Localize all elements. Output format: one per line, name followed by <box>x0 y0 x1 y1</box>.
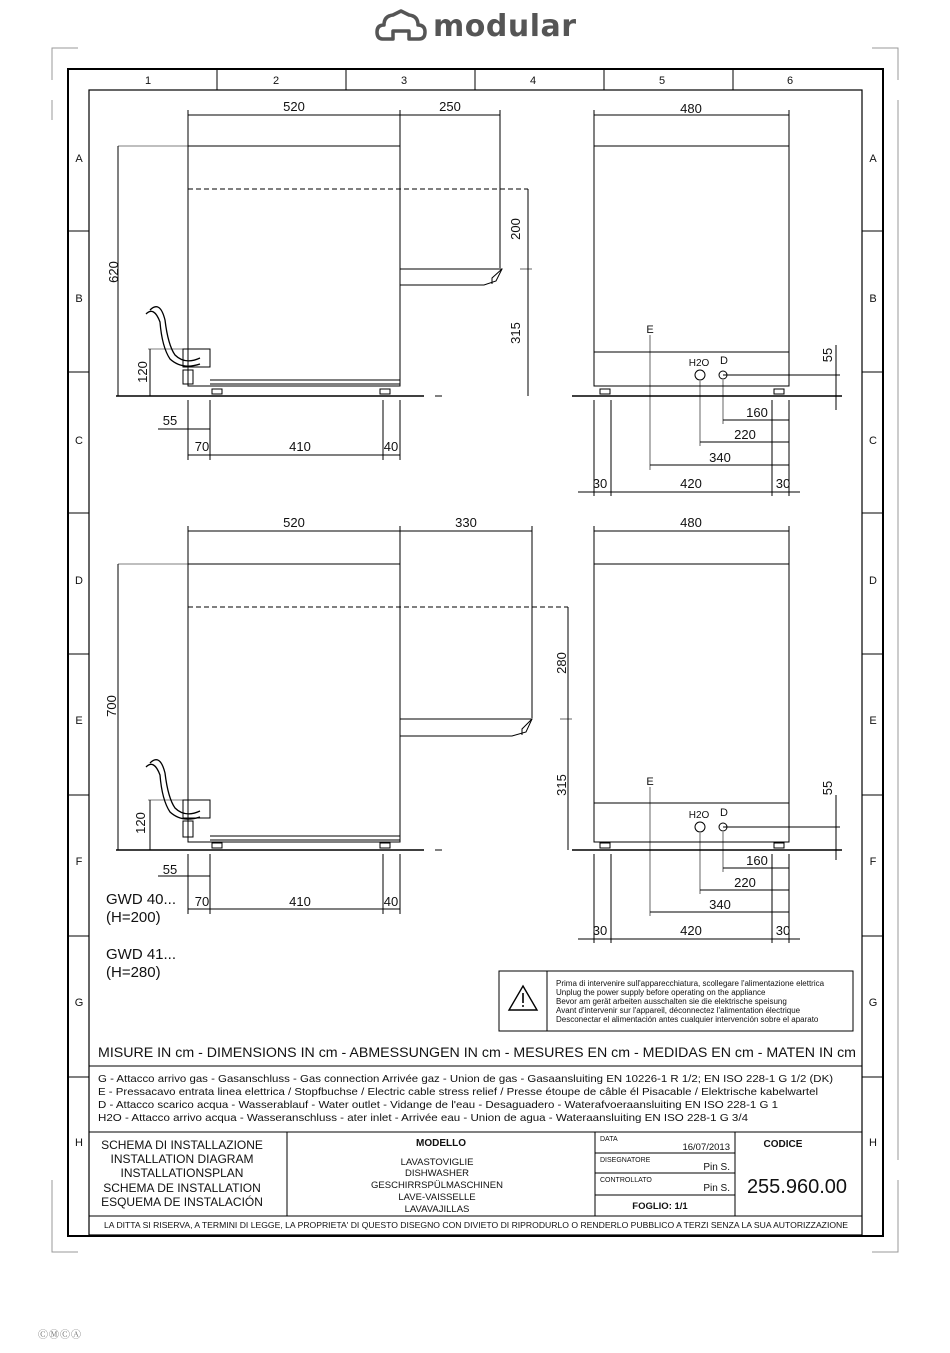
grid-row-a-right: A <box>869 153 877 165</box>
bottom-side-pipe-dim: 120 <box>133 812 148 834</box>
grid-row-e-left: E <box>75 715 83 727</box>
bottom-rear-30a-dim: 30 <box>592 923 608 938</box>
bottom-rear-e-label: E <box>646 776 654 788</box>
warning-line-fr: Avant d'intervenir sur l'appareil, déconnectez l'alimentation électrique <box>556 1006 801 1015</box>
grid-col-3: 3 <box>400 75 408 87</box>
scheme-title-es: ESQUEMA DE INSTALACIÓN <box>101 1195 263 1209</box>
bottom-side-70-dim: 70 <box>194 894 210 909</box>
date-label: DATA <box>600 1136 618 1143</box>
top-side-55-dim: 55 <box>162 413 178 428</box>
model-name-es: LAVAVAJILLAS <box>404 1204 470 1215</box>
warning-triangle-icon <box>509 986 537 1010</box>
bottom-rear-h2o-label: H2O <box>688 810 710 821</box>
checked-value: Pin S. <box>703 1183 730 1194</box>
top-rear-30b-dim: 30 <box>775 476 791 491</box>
grid-row-c-left: C <box>75 435 83 447</box>
top-side-70-dim: 70 <box>194 439 210 454</box>
bottom-side-view <box>116 526 572 914</box>
top-rear-d-label: D <box>720 355 728 367</box>
model-name-fr: LAVE-VAISSELLE <box>398 1192 476 1203</box>
top-rear-340-dim: 340 <box>709 450 731 465</box>
disclaimer: LA DITTA SI RISERVA, A TERMINI DI LEGGE, LA PROPRIETA' DI QUESTO DISEGNO CON DIVIETO DI RIPRODURLO O RENDERLO PUBBLICO A TERZI SENZA LA SUA AUTORIZZAZIONE <box>104 1220 849 1230</box>
grid-row-g-right: G <box>868 997 878 1009</box>
grid-row-f-left: F <box>75 856 83 868</box>
legend-line-g: G - Attacco arrivo gas - Gasanschluss - Gas connection Arrivée gaz - Union de gas - Gasaansluiting EN 10226-1 R 1/2; EN ISO 228-1 G 1/2 (DK) <box>98 1073 834 1085</box>
top-rear-h2o-label: H2O <box>688 358 710 369</box>
top-rear-55-dim: 55 <box>820 347 835 363</box>
drawing-frame-outer <box>68 69 883 1236</box>
model-2-height: (H=280) <box>106 964 161 981</box>
footer-mark: ⒸⓂⒸⒶ <box>38 1330 82 1341</box>
grid-row-d-left: D <box>75 575 83 587</box>
top-side-40-dim: 40 <box>383 439 399 454</box>
bottom-rear-160-dim: 160 <box>746 853 768 868</box>
top-side-lower-dim: 315 <box>508 322 523 344</box>
bottom-rear-340-dim: 340 <box>709 897 731 912</box>
code-value: 255.960.00 <box>746 1176 848 1198</box>
drawing-frame-inner <box>89 90 862 1235</box>
checked-label: CONTROLLATO <box>600 1177 652 1184</box>
top-rear-220-dim: 220 <box>734 427 756 442</box>
legend-line-h2o: H2O - Attacco arrivo acqua - Wasseranschluss - ater inlet - Arrivée eau - Union de agua - Wateraansluiting EN ISO 228-1 G 3/4 <box>98 1112 749 1124</box>
model-name-en: DISHWASHER <box>404 1168 470 1179</box>
grid-row-b-right: B <box>869 293 877 305</box>
top-side-height-dim: 620 <box>106 261 121 283</box>
top-rear-160-dim: 160 <box>746 405 768 420</box>
top-rear-width-dim: 480 <box>680 101 702 116</box>
grid-row-h-left: H <box>75 1137 83 1149</box>
model-name-it: LAVASTOVIGLIE <box>400 1157 474 1168</box>
bottom-side-height-dim: 700 <box>104 695 119 717</box>
grid-row-f-right: F <box>869 856 877 868</box>
grid-row-g-left: G <box>74 997 84 1009</box>
scheme-title-de: INSTALLATIONSPLAN <box>120 1166 244 1180</box>
bottom-rear-420-dim: 420 <box>680 923 702 938</box>
scheme-title-it: SCHEMA DI INSTALLAZIONE <box>101 1138 263 1152</box>
warning-line-en: Unplug the power supply before operating on the appliance <box>556 988 766 997</box>
bottom-side-410-dim: 410 <box>289 894 311 909</box>
bottom-rear-30b-dim: 30 <box>775 923 791 938</box>
sheet-label: FOGLIO: 1/1 <box>632 1201 688 1212</box>
model-1-name: GWD 40... <box>106 891 177 908</box>
grid-col-2: 2 <box>272 75 280 87</box>
bottom-rear-220-dim: 220 <box>734 875 756 890</box>
bottom-rear-55-dim: 55 <box>820 780 835 796</box>
grid-row-a-left: A <box>75 153 83 165</box>
legend-line-e: E - Pressacavo entrata linea elettrica / Stopfbuchse / Electric cable stress relief / Presse étoupe de câble él Pisacable / Elektrische kabelwartel <box>98 1086 818 1098</box>
model-name-de: GESCHIRRSPÜLMASCHINEN <box>371 1180 503 1191</box>
date-value: 16/07/2013 <box>682 1142 730 1153</box>
scheme-title-fr: SCHEMA DE INSTALLATION <box>103 1181 261 1195</box>
warning-line-de: Bevor am gerät arbeiten ausschalten sie die elektrische speisung <box>556 997 787 1006</box>
top-rear-30a-dim: 30 <box>592 476 608 491</box>
designer-label: DISEGNATORE <box>600 1157 651 1164</box>
top-side-upper-dim: 200 <box>508 218 523 240</box>
designer-value: Pin S. <box>703 1162 730 1173</box>
top-rear-420-dim: 420 <box>680 476 702 491</box>
grid-col-6: 6 <box>786 75 794 87</box>
legend-line-d: D - Attacco scarico acqua - Wasserablauf - Water outlet - Vidange de l'eau - Desaguadero - Waterafvoeraansluiting EN ISO 228-1 G 1 <box>98 1099 779 1111</box>
units-line: MISURE IN cm - DIMENSIONS IN cm - ABMESSUNGEN IN cm - MESURES EN cm - MEDIDAS EN cm - MATEN IN cm <box>98 1045 857 1060</box>
bottom-rear-view <box>572 526 842 943</box>
top-rear-e-label: E <box>646 324 654 336</box>
top-side-pipe-dim: 120 <box>135 361 150 383</box>
grid-row-h-right: H <box>869 1137 877 1149</box>
bottom-side-lower-dim: 315 <box>554 774 569 796</box>
grid-row-e-right: E <box>869 715 877 727</box>
code-label: CODICE <box>763 1139 803 1150</box>
top-side-offset-dim: 250 <box>439 99 461 114</box>
warning-line-it: Prima di intervenire sull'apparecchiatura, scollegare l'alimentazione elettrica <box>556 979 825 988</box>
grid-row-c-right: C <box>869 435 877 447</box>
bottom-side-40-dim: 40 <box>383 894 399 909</box>
bottom-side-offset-dim: 330 <box>455 515 477 530</box>
warning-box <box>499 971 853 1031</box>
grid-col-1: 1 <box>144 75 152 87</box>
bottom-rear-d-label: D <box>720 807 728 819</box>
top-side-410-dim: 410 <box>289 439 311 454</box>
grid-col-4: 4 <box>529 75 537 87</box>
warning-line-es: Desconectar el alimentación antes cualquier intervención sobre el aparato <box>556 1015 819 1024</box>
model-label: MODELLO <box>416 1138 466 1149</box>
brand-name: modular <box>433 8 577 44</box>
model-2-name: GWD 41... <box>106 946 177 963</box>
grid-row-b-left: B <box>75 293 83 305</box>
bottom-rear-width-dim: 480 <box>680 515 702 530</box>
bottom-side-width-dim: 520 <box>283 515 305 530</box>
bottom-side-55-dim: 55 <box>162 862 178 877</box>
bottom-side-upper-dim: 280 <box>554 652 569 674</box>
scheme-title-en: INSTALLATION DIAGRAM <box>110 1152 254 1166</box>
model-1-height: (H=200) <box>106 909 161 926</box>
grid-col-5: 5 <box>658 75 666 87</box>
top-rear-view <box>572 110 842 496</box>
top-side-width-dim: 520 <box>283 99 305 114</box>
grid-row-d-right: D <box>869 575 877 587</box>
top-side-view <box>116 110 532 460</box>
